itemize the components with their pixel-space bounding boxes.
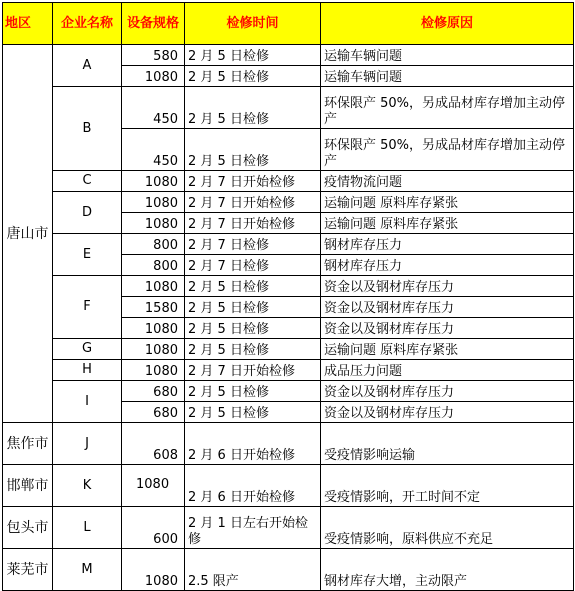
reason-cell: 受疫情影响，原料供应不充足 [321,507,574,549]
time-cell: 2 月 7 日开始检修 [185,360,321,381]
header-time: 检修时间 [185,3,321,45]
capacity-cell: 800 [122,255,185,276]
capacity-cell: 1080 [122,318,185,339]
reason-cell: 成品压力问题 [321,360,574,381]
region-cell: 莱芜市 [3,549,53,591]
capacity-cell: 1080 [122,171,185,192]
capacity-cell: 1080 [122,66,185,87]
capacity-cell: 1080 [122,276,185,297]
reason-cell: 资金以及钢材库存压力 [321,318,574,339]
company-cell: G [53,339,122,360]
reason-cell: 运输问题 原料库存紧张 [321,339,574,360]
time-cell: 2 月 5 日检修 [185,87,321,129]
region-cell: 焦作市 [3,423,53,465]
capacity-cell: 1580 [122,297,185,318]
reason-cell: 资金以及钢材库存压力 [321,276,574,297]
time-cell: 2 月 5 日检修 [185,297,321,318]
company-cell: F [53,276,122,339]
time-cell: 2 月 6 日开始检修 [185,465,321,507]
reason-cell: 运输车辆问题 [321,66,574,87]
company-cell: B [53,87,122,171]
time-cell: 2 月 5 日检修 [185,318,321,339]
reason-cell: 钢材库存大增，主动限产 [321,549,574,591]
capacity-cell: 580 [122,45,185,66]
reason-cell: 环保限产 50%，另成品材库存增加主动停产 [321,87,574,129]
time-cell: 2 月 7 日开始检修 [185,171,321,192]
time-cell: 2 月 5 日检修 [185,402,321,423]
capacity-cell: 1080 [122,213,185,234]
company-cell: H [53,360,122,381]
time-cell: 2 月 5 日检修 [185,45,321,66]
time-cell: 2 月 1 日左右开始检修 [185,507,321,549]
reason-cell: 环保限产 50%，另成品材库存增加主动停产 [321,129,574,171]
company-cell: I [53,381,122,423]
time-cell: 2 月 7 日检修 [185,234,321,255]
company-cell: C [53,171,122,192]
company-cell: J [53,423,122,465]
time-cell: 2 月 5 日检修 [185,276,321,297]
reason-cell: 资金以及钢材库存压力 [321,381,574,402]
reason-cell: 资金以及钢材库存压力 [321,297,574,318]
header-region: 地区 [3,3,53,45]
region-cell: 唐山市 [3,45,53,423]
reason-cell: 运输问题 原料库存紧张 [321,192,574,213]
header-reason: 检修原因 [321,3,574,45]
capacity-cell: 450 [122,129,185,171]
reason-cell: 钢材库存压力 [321,255,574,276]
header-company: 企业名称 [53,3,122,45]
region-cell: 邯郸市 [3,465,53,507]
time-cell: 2 月 5 日检修 [185,66,321,87]
time-cell: 2 月 7 日开始检修 [185,192,321,213]
capacity-cell: 1080 [122,549,185,591]
reason-cell: 运输问题 原料库存紧张 [321,213,574,234]
time-cell: 2 月 5 日检修 [185,339,321,360]
company-cell: D [53,192,122,234]
region-cell: 包头市 [3,507,53,549]
capacity-cell: 600 [122,507,185,549]
reason-cell: 运输车辆问题 [321,45,574,66]
reason-cell: 受疫情影响，开工时间不定 [321,465,574,507]
capacity-cell: 1080 [122,465,185,507]
company-cell: K [53,465,122,507]
company-cell: M [53,549,122,591]
capacity-cell: 608 [122,423,185,465]
capacity-cell: 680 [122,402,185,423]
reason-cell: 疫情物流问题 [321,171,574,192]
company-cell: E [53,234,122,276]
capacity-cell: 800 [122,234,185,255]
time-cell: 2 月 5 日检修 [185,129,321,171]
time-cell: 2 月 5 日检修 [185,381,321,402]
maintenance-table [2,2,574,591]
time-cell: 2.5 限产 [185,549,321,591]
capacity-cell: 680 [122,381,185,402]
header-capacity: 设备规格 [122,3,185,45]
capacity-cell: 450 [122,87,185,129]
time-cell: 2 月 7 日开始检修 [185,213,321,234]
company-cell: A [53,45,122,87]
capacity-cell: 1080 [122,192,185,213]
capacity-cell: 1080 [122,360,185,381]
capacity-cell: 1080 [122,339,185,360]
time-cell: 2 月 6 日开始检修 [185,423,321,465]
reason-cell: 受疫情影响运输 [321,423,574,465]
reason-cell: 钢材库存压力 [321,234,574,255]
time-cell: 2 月 7 日检修 [185,255,321,276]
reason-cell: 资金以及钢材库存压力 [321,402,574,423]
company-cell: L [53,507,122,549]
